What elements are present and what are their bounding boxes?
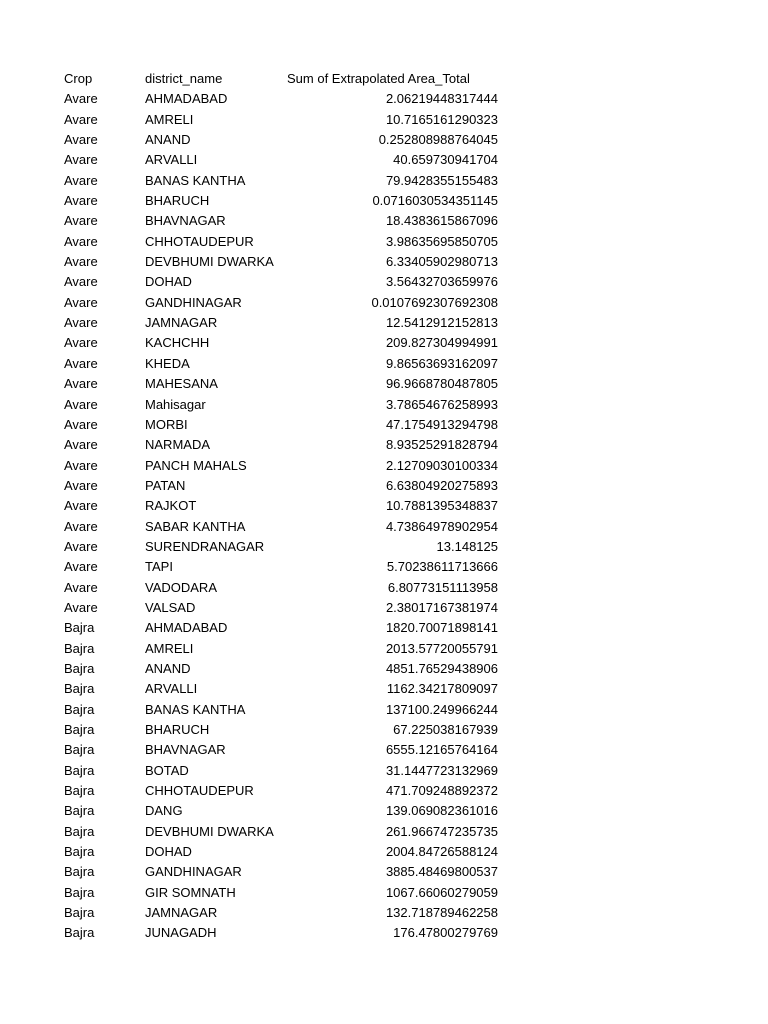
table-row [0,293,768,313]
cell-district-name: BHARUCH [145,193,210,209]
cell-area-total: 4.73864978902954 [385,518,498,534]
cell-area-total: 2.38017167381974 [385,599,498,615]
cell-area-total: 2.12709030100334 [385,457,498,473]
table-row [0,333,768,353]
table-row [0,130,768,150]
table-row [0,354,768,374]
table-row [0,923,768,943]
cell-crop: Avare [64,518,98,534]
table-row [0,842,768,862]
table-row [0,89,768,109]
cell-area-total: 6555.12165764164 [385,742,498,758]
cell-area-total: 3885.48469800537 [385,864,498,880]
table-row [0,171,768,191]
cell-area-total: 1820.70071898141 [385,620,498,636]
cell-area-total: 3.78654676258993 [385,396,498,412]
table-row [0,822,768,842]
header-crop: Crop [64,71,93,86]
cell-district-name: BANAS KANTHA [145,172,246,188]
cell-district-name: JUNAGADH [145,925,217,941]
cell-crop: Bajra [64,864,95,880]
cell-area-total: 9.86563693162097 [385,355,498,371]
cell-district-name: BHARUCH [145,722,210,737]
cell-district-name: NARMADA [145,437,211,453]
cell-district-name: KHEDA [145,355,190,371]
table-row [0,456,768,476]
cell-district-name: VALSAD [145,599,196,615]
table-row [0,517,768,537]
cell-district-name: ANAND [145,660,191,676]
cell-crop: Avare [64,193,98,209]
table-row [0,435,768,455]
cell-area-total: 139.069082361016 [385,803,498,819]
cell-district-name: CHHOTAUDEPUR [145,233,254,249]
cell-area-total: 79.9428355155483 [385,172,498,188]
table-row [0,761,768,781]
cell-crop: Bajra [64,905,95,921]
table-row [0,272,768,292]
cell-district-name: MAHESANA [145,376,218,392]
cell-area-total: 12.5412912152813 [385,315,498,331]
cell-district-name: ANAND [145,132,191,148]
cell-area-total: 4851.76529438906 [385,660,498,676]
cell-crop: Avare [64,396,98,412]
cell-district-name: BANAS KANTHA [145,701,246,717]
cell-crop: Avare [64,437,98,453]
cell-crop: Bajra [64,701,95,717]
table-row [0,618,768,638]
cell-area-total: 47.1754913294798 [385,416,498,432]
table-row [0,903,768,923]
cell-area-total: 2013.57720055791 [385,640,498,656]
cell-district-name: PATAN [145,477,186,493]
cell-area-total: 40.659730941704 [393,152,498,168]
cell-crop: Avare [64,498,98,514]
cell-district-name: DOHAD [145,274,192,290]
table-row [0,537,768,557]
cell-district-name: DANG [145,803,183,819]
table-row [0,232,768,252]
cell-crop: Avare [64,335,98,351]
cell-area-total: 176.47800279769 [393,925,498,941]
cell-crop: Avare [64,315,98,331]
table-row [0,374,768,394]
table-row [0,211,768,231]
cell-area-total: 471.709248892372 [385,783,498,799]
cell-district-name: GANDHINAGAR [145,294,242,310]
cell-district-name: ARVALLI [145,152,198,168]
cell-area-total: 2004.84726588124 [385,844,498,860]
header-district-name: district_name [145,71,223,86]
cell-crop: Bajra [64,762,95,778]
table-row [0,639,768,659]
cell-district-name: SABAR KANTHA [145,518,246,534]
cell-district-name: AMRELI [145,111,194,127]
cell-crop: Avare [64,111,98,127]
cell-crop: Avare [64,294,98,310]
table-row [0,415,768,435]
cell-area-total: 6.80773151113958 [387,579,498,595]
cell-area-total: 132.718789462258 [385,905,498,921]
cell-district-name: ARVALLI [145,681,198,697]
cell-area-total: 6.33405902980713 [385,254,498,270]
table-row [0,557,768,577]
cell-crop: Avare [64,233,98,249]
cell-crop: Avare [64,213,98,229]
cell-crop: Avare [64,477,98,493]
cell-district-name: GANDHINAGAR [145,864,242,880]
table-body [0,89,768,943]
cell-area-total: 10.7881395348837 [385,498,498,514]
cell-crop: Avare [64,254,98,270]
cell-crop: Bajra [64,742,95,758]
cell-area-total: 0.0716030534351145 [372,193,498,209]
header-row [0,69,768,89]
cell-district-name: DEVBHUMI DWARKA [145,823,274,839]
cell-area-total: 261.966747235735 [385,823,498,839]
cell-area-total: 209.827304994991 [385,335,498,351]
cell-area-total: 3.98635695850705 [385,233,498,249]
table-row [0,150,768,170]
table-row [0,659,768,679]
cell-area-total: 96.9668780487805 [385,376,498,392]
cell-crop: Avare [64,538,98,554]
cell-crop: Avare [64,132,98,148]
cell-crop: Avare [64,355,98,371]
cell-crop: Bajra [64,783,95,799]
cell-area-total: 31.1447723132969 [385,762,498,778]
cell-crop: Avare [64,559,98,575]
cell-area-total: 137100.249966244 [385,701,498,717]
cell-district-name: CHHOTAUDEPUR [145,783,254,799]
table-row [0,395,768,415]
cell-crop: Bajra [64,620,95,636]
cell-crop: Avare [64,599,98,615]
cell-area-total: 0.252808988764045 [378,132,498,148]
table-row [0,578,768,598]
cell-crop: Avare [64,376,98,392]
table-row [0,252,768,272]
cell-crop: Bajra [64,660,95,676]
table-row [0,801,768,821]
cell-area-total: 3.56432703659976 [385,274,498,290]
cell-crop: Bajra [64,640,95,656]
cell-crop: Avare [64,152,98,168]
cell-crop: Avare [64,416,98,432]
cell-crop: Avare [64,579,98,595]
table-row [0,862,768,882]
table-row [0,740,768,760]
cell-crop: Avare [64,274,98,290]
cell-crop: Bajra [64,722,95,737]
header-area-total: Sum of Extrapolated Area_Total [287,71,470,86]
cell-area-total: 2.06219448317444 [385,91,498,107]
cell-district-name: RAJKOT [145,498,197,514]
cell-area-total: 5.70238611713666 [386,559,498,575]
cell-crop: Avare [64,172,98,188]
cell-district-name: KACHCHH [145,335,210,351]
cell-crop: Avare [64,91,98,107]
cell-district-name: AHMADABAD [145,91,228,107]
cell-crop: Bajra [64,844,95,860]
cell-district-name: DEVBHUMI DWARKA [145,254,274,270]
cell-district-name: BHAVNAGAR [145,213,226,229]
cell-crop: Avare [64,457,98,473]
table-row [0,781,768,801]
table-row [0,476,768,496]
cell-area-total: 0.0107692307692308 [371,294,498,310]
spreadsheet-table [0,69,768,944]
cell-area-total: 6.63804920275893 [385,477,498,493]
cell-district-name: SURENDRANAGAR [145,538,265,554]
cell-district-name: Mahisagar [145,396,206,412]
table-row [0,191,768,211]
table-row [0,679,768,699]
cell-crop: Bajra [64,884,95,900]
table-row [0,720,768,740]
cell-district-name: BOTAD [145,762,189,778]
cell-district-name: AMRELI [145,640,194,656]
cell-area-total: 1162.34217809097 [386,681,498,697]
cell-district-name: AHMADABAD [145,620,228,636]
cell-crop: Bajra [64,925,95,941]
cell-district-name: PANCH MAHALS [145,457,247,473]
cell-district-name: VADODARA [145,579,217,595]
table-row [0,598,768,618]
cell-area-total: 18.4383615867096 [385,213,498,229]
table-row [0,313,768,333]
cell-crop: Bajra [64,681,95,697]
table-row [0,700,768,720]
cell-crop: Bajra [64,823,95,839]
cell-district-name: JAMNAGAR [145,315,218,331]
cell-district-name: TAPI [145,559,173,575]
cell-area-total: 13.148125 [436,538,498,554]
cell-district-name: MORBI [145,416,188,432]
table-row [0,883,768,903]
table-row [0,496,768,516]
cell-area-total: 67.225038167939 [393,722,498,737]
cell-area-total: 10.7165161290323 [385,111,498,127]
cell-district-name: GIR SOMNATH [145,884,236,900]
cell-district-name: DOHAD [145,844,192,860]
cell-district-name: JAMNAGAR [145,905,218,921]
table-row [0,110,768,130]
cell-crop: Bajra [64,803,95,819]
cell-district-name: BHAVNAGAR [145,742,226,758]
cell-area-total: 8.93525291828794 [385,437,498,453]
cell-area-total: 1067.66060279059 [385,884,498,900]
